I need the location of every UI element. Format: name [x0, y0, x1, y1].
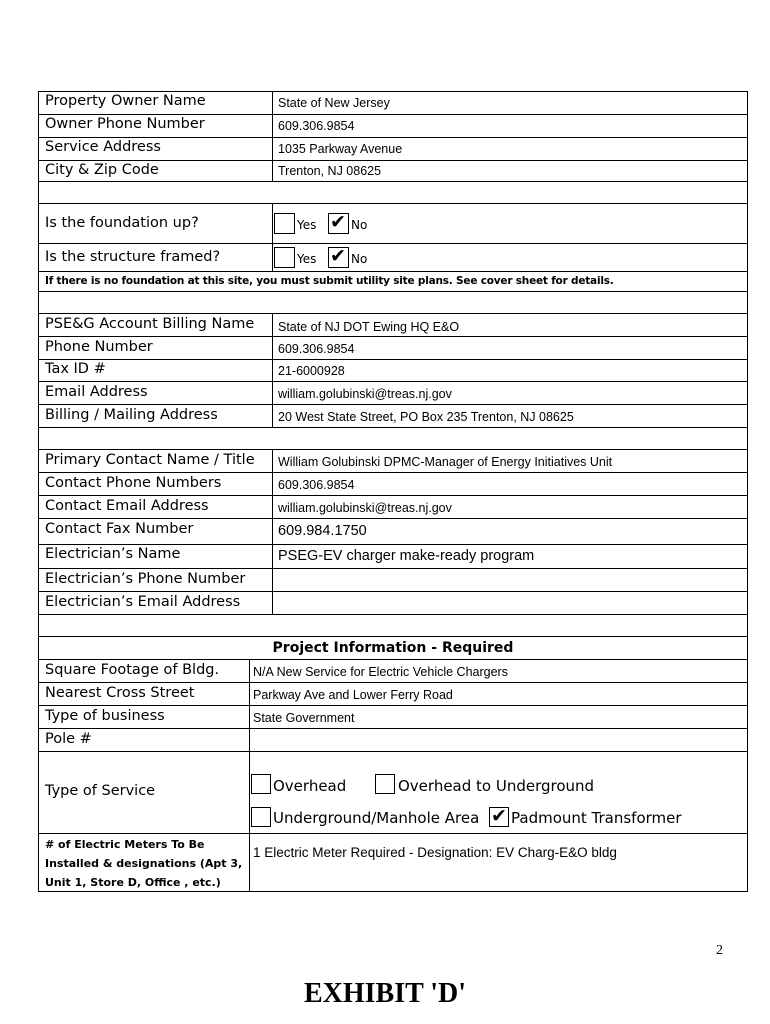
framed-no-checkbox[interactable] — [328, 247, 349, 268]
row-line — [38, 336, 748, 337]
row-line — [38, 203, 748, 204]
mailing-address-label: Billing / Mailing Address — [45, 407, 218, 423]
city-zip-field[interactable]: Trenton, NJ 08625 — [278, 164, 382, 178]
row-line — [38, 449, 748, 450]
billing-phone-field[interactable]: 609.306.9854 — [278, 342, 355, 356]
cross-street-label: Nearest Cross Street — [45, 685, 195, 701]
service-address-field[interactable]: 1035 Parkway Avenue — [278, 142, 403, 156]
contact-email-field[interactable]: william.golubinski@treas.nj.gov — [278, 501, 452, 515]
property-owner-field[interactable]: State of New Jersey — [278, 96, 390, 110]
square-footage-field[interactable]: N/A New Service for Electric Vehicle Chargers — [253, 665, 508, 679]
primary-contact-label: Primary Contact Name / Title — [45, 452, 255, 468]
meters-label: # of Electric Meters To Be Installed & designations (Apt 3, Unit 1, Store D, Office , etc.) — [45, 838, 243, 889]
email-field[interactable]: william.golubinski@treas.nj.gov — [278, 387, 452, 401]
electrician-email-label: Electrician’s Email Address — [45, 594, 241, 610]
account-billing-name-field[interactable]: State of NJ DOT Ewing HQ E&O — [278, 320, 460, 334]
framed-no-label: No — [351, 252, 368, 266]
row-line — [38, 181, 748, 182]
row-line — [38, 518, 748, 519]
row-line — [38, 313, 748, 314]
row-line — [38, 751, 748, 752]
business-type-field[interactable]: State Government — [253, 711, 355, 725]
page-number: 2 — [716, 943, 723, 958]
account-billing-name-label: PSE&G Account Billing Name — [45, 316, 255, 332]
square-footage-label: Square Footage of Bldg. — [45, 662, 220, 678]
email-label: Email Address — [45, 384, 148, 400]
meters-field[interactable]: 1 Electric Meter Required - Designation: EV Charg-E&O bldg — [253, 845, 617, 860]
row-line — [38, 495, 748, 496]
electrician-name-field[interactable]: PSEG-EV charger make-ready program — [278, 548, 535, 564]
foundation-no-checkbox[interactable] — [328, 213, 349, 234]
overhead-option-label: Overhead — [273, 777, 347, 795]
row-line — [38, 544, 748, 545]
owner-phone-label: Owner Phone Number — [45, 116, 205, 132]
foundation-no-label: No — [351, 218, 368, 232]
row-line — [38, 359, 748, 360]
owner-phone-field[interactable]: 609.306.9854 — [278, 119, 355, 133]
row-line — [38, 728, 748, 729]
row-line — [38, 614, 748, 615]
pole-number-label: Pole # — [45, 731, 92, 747]
row-line — [38, 568, 748, 569]
check-mark-icon: ✔ — [491, 805, 507, 827]
row-line — [38, 271, 748, 272]
row-line — [38, 427, 748, 428]
electrician-name-label: Electrician’s Name — [45, 546, 181, 562]
column-divider — [272, 313, 273, 427]
overhead-checkbox[interactable] — [251, 774, 271, 794]
contact-phones-field[interactable]: 609.306.9854 — [278, 478, 355, 492]
padmount-transformer-checkbox[interactable] — [489, 807, 509, 827]
service-address-label: Service Address — [45, 139, 161, 155]
padmount-transformer-option-label: Padmount Transformer — [511, 809, 682, 827]
billing-phone-label: Phone Number — [45, 339, 153, 355]
tax-id-label: Tax ID # — [45, 361, 106, 377]
row-line — [38, 659, 748, 660]
contact-email-label: Contact Email Address — [45, 498, 209, 514]
row-line — [38, 636, 748, 637]
primary-contact-field[interactable]: William Golubinski DPMC-Manager of Energy Initiatives Unit — [278, 455, 613, 469]
framed-yes-label: Yes — [297, 252, 317, 266]
contact-phones-label: Contact Phone Numbers — [45, 475, 222, 491]
row-line — [38, 137, 748, 138]
column-divider — [272, 203, 273, 271]
cross-street-field[interactable]: Parkway Ave and Lower Ferry Road — [253, 688, 453, 702]
framed-label: Is the structure framed? — [45, 249, 221, 265]
foundation-yes-label: Yes — [297, 218, 317, 232]
row-line — [38, 705, 748, 706]
city-zip-label: City & Zip Code — [45, 162, 159, 178]
foundation-yes-checkbox[interactable] — [274, 213, 295, 234]
exhibit-title: EXHIBIT 'D' — [303, 978, 467, 1009]
row-line — [38, 472, 748, 473]
row-line — [38, 160, 748, 161]
project-info-title: Project Information - Required — [272, 640, 514, 656]
overhead-to-underground-option-label: Overhead to Underground — [398, 777, 595, 795]
business-type-label: Type of business — [45, 708, 165, 724]
row-line — [38, 291, 748, 292]
service-type-label: Type of Service — [45, 783, 156, 799]
check-mark-icon: ✔ — [330, 245, 346, 267]
column-divider — [272, 91, 273, 181]
overhead-to-underground-checkbox[interactable] — [375, 774, 395, 794]
row-line — [38, 243, 748, 244]
column-divider — [272, 449, 273, 614]
check-mark-icon: ✔ — [330, 211, 346, 233]
foundation-label: Is the foundation up? — [45, 215, 199, 231]
form-border — [38, 91, 748, 892]
foundation-note: If there is no foundation at this site, you must submit utility site plans. See cover sheet for details. — [45, 275, 614, 287]
electrician-phone-label: Electrician’s Phone Number — [45, 571, 246, 587]
underground-manhole-checkbox[interactable] — [251, 807, 271, 827]
row-line — [38, 833, 748, 834]
row-line — [38, 682, 748, 683]
contact-fax-label: Contact Fax Number — [45, 521, 194, 537]
row-line — [38, 404, 748, 405]
row-line — [38, 381, 748, 382]
contact-fax-field[interactable]: 609.984.1750 — [278, 523, 367, 539]
row-line — [38, 114, 748, 115]
property-owner-label: Property Owner Name — [45, 93, 206, 109]
tax-id-field[interactable]: 21-6000928 — [278, 364, 345, 378]
framed-yes-checkbox[interactable] — [274, 247, 295, 268]
utility-application-form — [38, 91, 748, 892]
mailing-address-field[interactable]: 20 West State Street, PO Box 235 Trenton, NJ 08625 — [278, 410, 574, 424]
row-line — [38, 591, 748, 592]
underground-manhole-option-label: Underground/Manhole Area — [273, 809, 480, 827]
column-divider — [249, 659, 250, 892]
